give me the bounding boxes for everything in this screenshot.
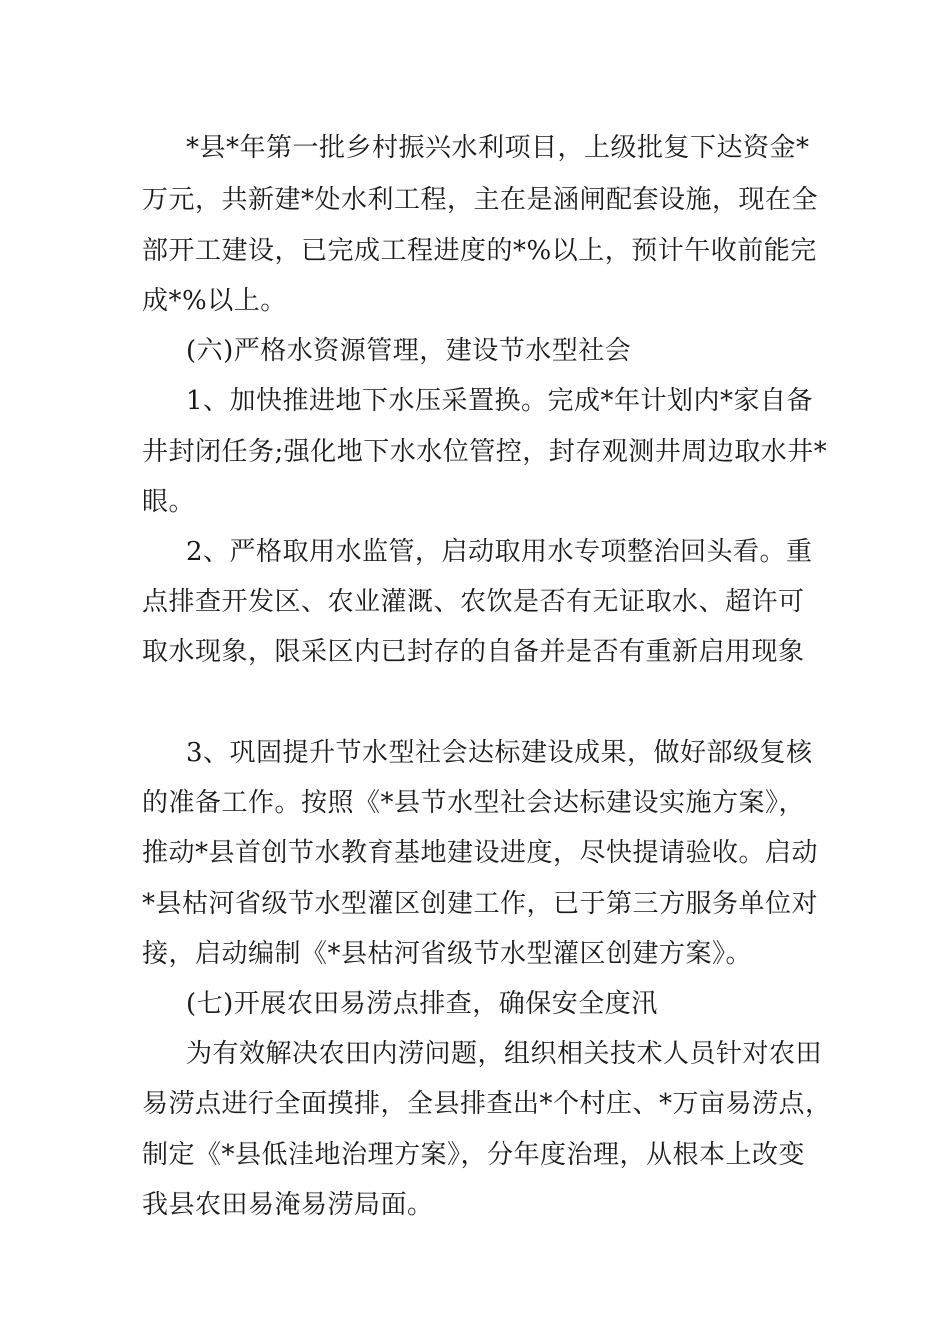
paragraph-line: 推动*县首创节水教育基地建设进度，尽快提请验收。启动 (142, 838, 819, 868)
paragraph-line: 眼。 (142, 487, 196, 517)
paragraph-line: 制定《*县低洼地治理方案》，分年度治理，从根本上改变 (142, 1140, 806, 1170)
paragraph-line: 我县农田易淹易涝局面。 (142, 1190, 434, 1220)
paragraph-line: 为有效解决农田内涝问题，组织相关技术人员针对农田 (186, 1039, 823, 1069)
paragraph-line: 3、巩固提升节水型社会达标建设成果，做好部级复核 (186, 738, 813, 768)
paragraph-line: 接，启动编制《*县枯河省级节水型灌区创建方案》。 (142, 939, 753, 969)
section-heading: (七)开展农田易涝点排查，确保安全度汛 (186, 989, 658, 1019)
paragraph-line: 点排查开发区、农业灌溉、农饮是否有无证取水、超许可 (142, 587, 805, 617)
paragraph-line: *县*年第一批乡村振兴水利项目，上级批复下达资金* (186, 133, 810, 163)
paragraph-line: 的准备工作。按照《*县节水型社会达标建设实施方案》， (142, 788, 806, 818)
paragraph-line: 部开工建设，已完成工程进度的*%以上，预计午收前能完 (142, 236, 817, 266)
paragraph-line: 2、严格取用水监管，启动取用水专项整治回头看。重 (186, 537, 813, 567)
paragraph-line: *县枯河省级节水型灌区创建工作，已于第三方服务单位对 (142, 889, 819, 919)
section-heading: (六)严格水资源管理，建设节水型社会 (186, 336, 632, 366)
paragraph-line: 取水现象，限采区内已封存的自备并是否有重新启用现象 (142, 637, 805, 667)
paragraph-line: 井封闭任务;强化地下水水位管控，封存观测井周边取水井* (142, 437, 828, 467)
paragraph-line: 易涝点进行全面摸排，全县排查出*个村庄、*万亩易涝点， (142, 1089, 832, 1119)
paragraph-line: 万元，共新建*处水利工程，主在是涵闸配套设施，现在全 (142, 185, 819, 215)
paragraph-line: 1、加快推进地下水压采置换。完成*年计划内*家自备 (186, 386, 814, 416)
paragraph-line: 成*%以上。 (142, 286, 287, 316)
